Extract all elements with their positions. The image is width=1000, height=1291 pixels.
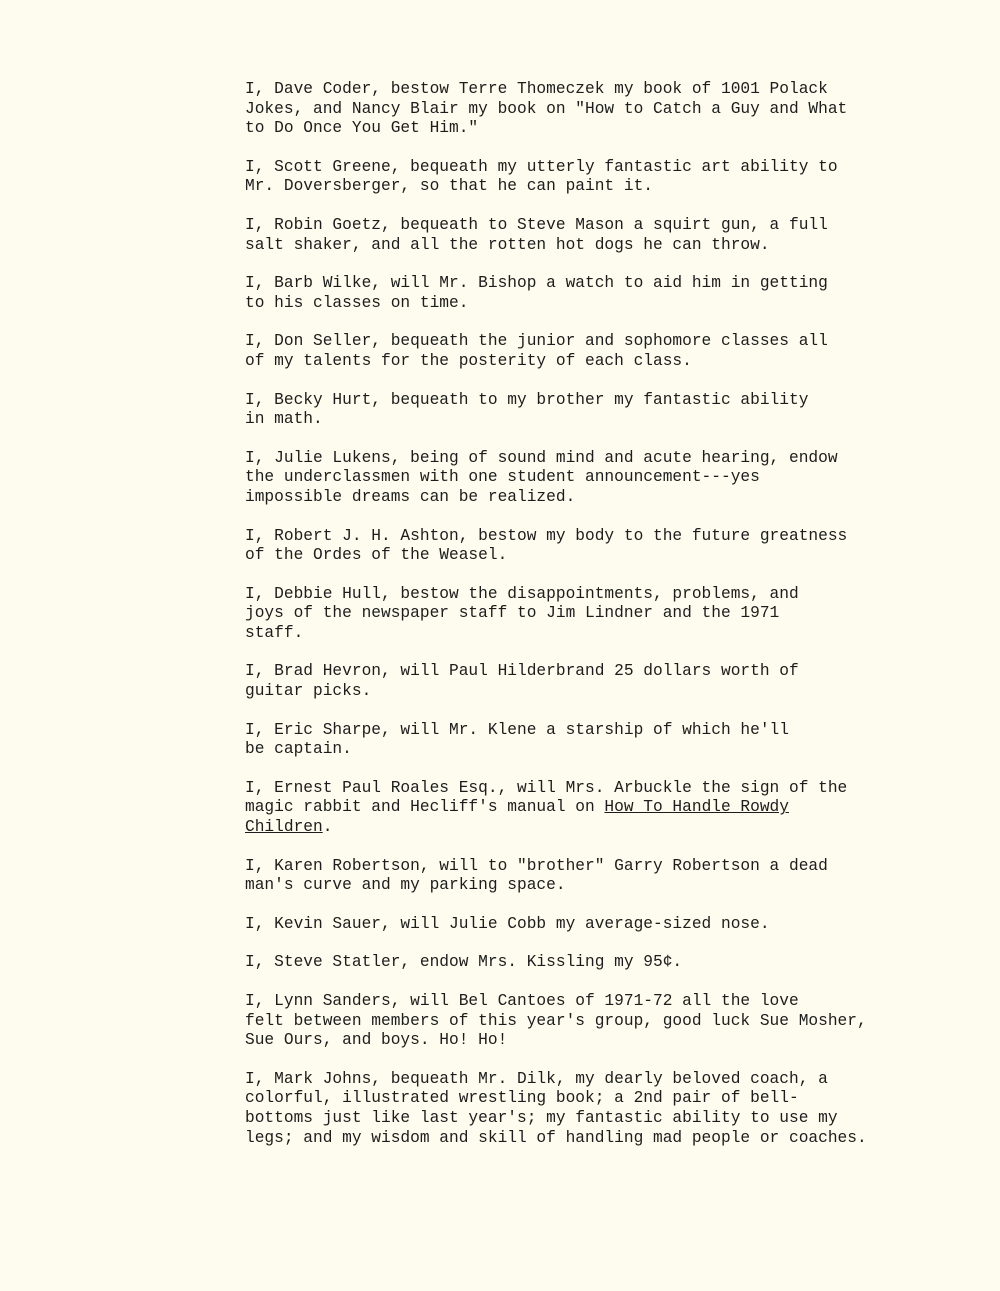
class-will-text xyxy=(245,80,905,1167)
will-paragraph-johns: I, Mark Johns, bequeath Mr. Dilk, my dearly beloved coach, a colorful, illustrated wrestling book; a 2nd pair of bell- bottoms just like last year's; my fantastic ability to use my legs; and my wisdom and skill of handling mad people or coaches. xyxy=(245,1069,867,1147)
will-paragraph-ashton: I, Robert J. H. Ashton, bestow my body to the future greatness of the Ordes of the Weasel. xyxy=(245,526,848,565)
book-title-underlined-continued: Children xyxy=(245,818,323,837)
will-paragraph-hevron: I, Brad Hevron, will Paul Hilderbrand 25 dollars worth of guitar picks. xyxy=(245,662,799,701)
will-paragraph-hull: I, Debbie Hull, bestow the disappointments, problems, and joys of the newspaper staff to Jim Lindner and the 1971 staff. xyxy=(245,584,799,642)
will-paragraph-sanders: I, Lynn Sanders, will Bel Cantoes of 1971-72 all the love felt between members of this year's group, good luck Sue Mosher, Sue Ours, and boys. Ho! Ho! xyxy=(245,992,867,1050)
will-paragraph-lukens: I, Julie Lukens, being of sound mind and acute hearing, endow the underclassmen with one student announcement---yes impossible dreams can be realized. xyxy=(245,448,838,506)
will-paragraph-wilke: I, Barb Wilke, will Mr. Bishop a watch to aid him in getting to his classes on time. xyxy=(245,274,828,312)
will-paragraph-robertson: I, Karen Robertson, will to "brother" Garry Robertson a dead man's curve and my parking space. xyxy=(245,856,828,895)
will-paragraph-sharpe: I, Eric Sharpe, will Mr. Klene a starship of which he'll be captain. xyxy=(245,720,789,759)
will-paragraph-hurt: I, Becky Hurt, bequeath to my brother my fantastic ability in math. xyxy=(245,390,809,429)
will-paragraph-greene: I, Scott Greene, bequeath my utterly fantastic art ability to Mr. Doversberger, so that he can paint it. xyxy=(245,157,838,196)
will-paragraph-goetz: I, Robin Goetz, bequeath to Steve Mason a squirt gun, a full salt shaker, and all the rotten hot dogs he can throw. xyxy=(245,215,828,254)
will-paragraph-statler: I, Steve Statler, endow Mrs. Kissling my 95¢. xyxy=(245,953,683,972)
will-paragraph-roales: I, Ernest Paul Roales Esq., will Mrs. Arbuckle the sign of the magic rabbit and Hecliff's manual on How To Handle Rowdy Children. xyxy=(245,778,848,837)
will-paragraph-coder: I, Dave Coder, bestow Terre Thomeczek my book of 1001 Polack Jokes, and Nancy Blair my book on "How to Catch a Guy and What to Do Once You Get Him." xyxy=(245,80,848,138)
will-paragraph-seller: I, Don Seller, bequeath the junior and sophomore classes all of my talents for the posterity of each class. xyxy=(245,332,828,370)
will-paragraph-sauer: I, Kevin Sauer, will Julie Cobb my average-sized nose. xyxy=(245,914,770,933)
book-title-underlined: How To Handle Rowdy xyxy=(604,798,789,817)
